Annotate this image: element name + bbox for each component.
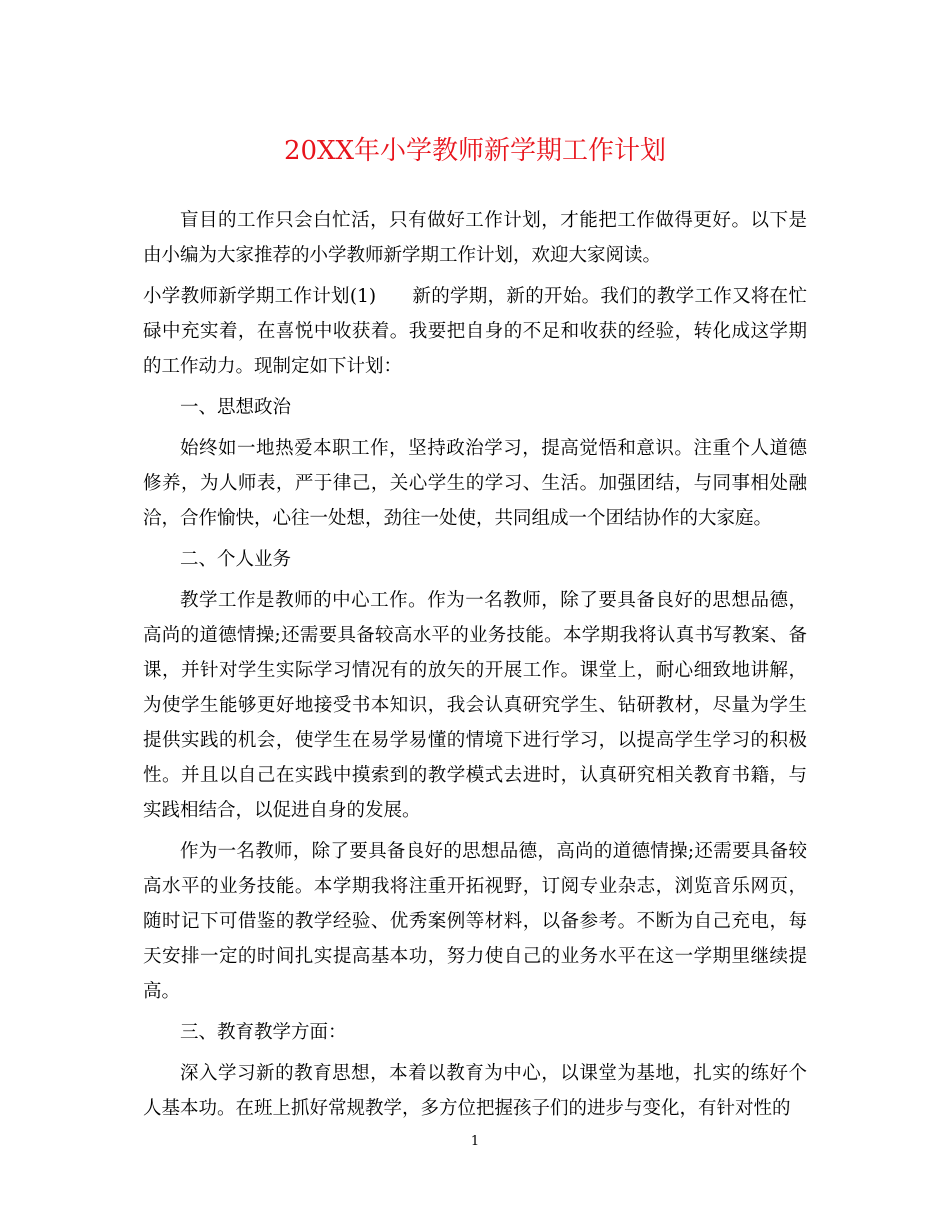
paragraph-teaching: 深入学习新的教育思想，本着以教育为中心，以课堂为基地，扎实的练好个人基本功。在班上抓好常规教学，多方位把握孩子们的进步与变化，有针对性的 bbox=[143, 1063, 807, 1119]
plan-intro-paragraph bbox=[143, 279, 807, 384]
paragraph-business-2: 作为一名教师，除了要具备良好的思想品德，高尚的道德情操;还需要具备较高水平的业务技能。本学期我将注重开拓视野，订阅专业杂志，浏览音乐网页，随时记下可借鉴的教学经验、优秀案例等材料，以备参考。不断为自己充电，每天安排一定的时间扎实提高基本功，努力使自己的业务水平在这一学期里继续提高。 bbox=[143, 841, 807, 1002]
section-heading-teaching: 三、教育教学方面： bbox=[180, 1022, 347, 1043]
paragraph-politics: 始终如一地热爱本职工作，坚持政治学习，提高觉悟和意识。注重个人道德修养，为人师表，严于律己，关心学生的学习、生活。加强团结，与同事相处融洽，合作愉快，心往一处想，劲往一处使，共同组成一个团结协作的大家庭。 bbox=[143, 438, 807, 529]
plan-label: 小学教师新学期工作计划(1) bbox=[143, 286, 377, 307]
document-body bbox=[143, 203, 807, 1132]
section-heading-business: 二、个人业务 bbox=[180, 549, 292, 570]
intro-paragraph: 盲目的工作只会白忙活，只有做好工作计划，才能把工作做得更好。以下是由小编为大家推荐的小学教师新学期工作计划，欢迎大家阅读。 bbox=[143, 210, 807, 266]
plan-intro-text: 新的学期，新的开始。我们的教学工作又将在忙碌中充实着，在喜悦中收获着。我要把自身的不足和收获的经验，转化成这学期的工作动力。现制定如下计划： bbox=[143, 286, 807, 377]
section-heading-politics: 一、思想政治 bbox=[180, 397, 292, 418]
document-title: 20XX年小学教师新学期工作计划 bbox=[283, 136, 667, 166]
paragraph-business-1: 教学工作是教师的中心工作。作为一名教师，除了要具备良好的思想品德，高尚的道德情操;还需要具备较高水平的业务技能。本学期我将认真书写教案、备课，并针对学生实际学习情况有的放矢的开展工作。课堂上，耐心细致地讲解，为使学生能够更好地接受书本知识，我会认真研究学生、钻研教材，尽量为学生提供实践的机会，使学生在易学易懂的情境下进行学习，以提高学生学习的积极性。并且以自己在实践中摸索到的教学模式去进时，认真研究相关教育书籍，与实践相结合，以促进自身的发展。 bbox=[143, 590, 807, 821]
page-number: 1 bbox=[470, 1134, 480, 1149]
